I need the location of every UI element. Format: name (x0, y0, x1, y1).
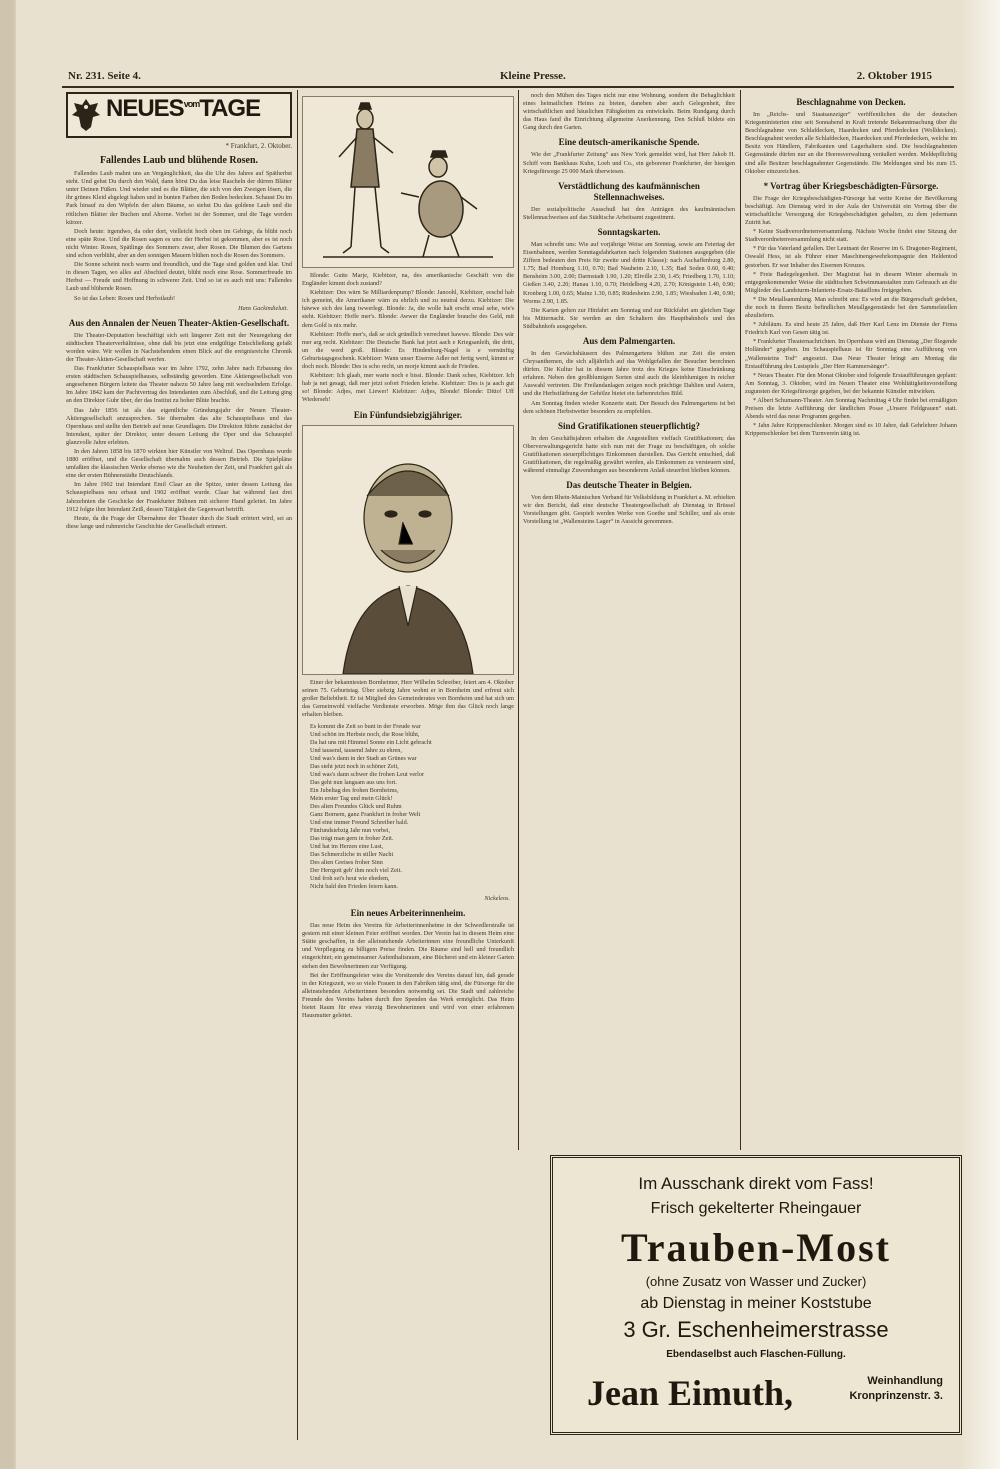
article-heading: Sind Gratifikationen steuerpflichtig? (557, 420, 700, 431)
poem-line: Des alten Freundes Glück und Ruhm (310, 802, 402, 810)
article-heading: Beschlagnahme von Decken. (796, 97, 906, 107)
poem-line: Fünfundsiebzig Jahr nun vorbei, (310, 826, 391, 834)
poem-line: Des alten Greises froher Sinn (310, 858, 383, 866)
section-banner (66, 92, 292, 138)
poem-line: Und hat im Herzen eine Lust, (310, 842, 384, 850)
article-heading: Sonntagskarten. (597, 226, 661, 237)
ad-line: Ebendaselbst auch Flaschen-Füllung. (666, 1349, 846, 1360)
portrait-illustration (302, 425, 514, 675)
poem-line: Ein Jubeltag des frohen Bornheims, (310, 786, 399, 794)
column-2 (302, 92, 514, 1442)
column-rule (518, 90, 519, 1150)
cartoon-figures-icon (303, 97, 513, 267)
issue-date: 2. Oktober 1915 (856, 70, 932, 82)
article-paragraph: * Für das Vaterland gefallen. Der Leutnant der Reserve im 6. Dragoner-Regiment, Oswald Hess, ist als Führer einer Maschinengewehrkompagnie den Heldentod gestorben. Er war Inhaber des Eisernen Kreuzes. (745, 245, 957, 269)
ad-line: ab Dienstag in meiner Koststube (640, 1295, 872, 1312)
ad-line: Im Ausschank direkt vom Fass! (638, 1174, 874, 1193)
article-paragraph: * Jahn Jahre Krippenschlenker. Morgen sind es 10 Jahre, daß Gehrlehrer Johann Krippenschlenker bei dem Turnverein tätig ist. (745, 422, 957, 438)
paper-title: Kleine Presse. (500, 70, 566, 82)
article-paragraph: Wie der „Frankfurter Zeitung“ aus New York gemeldet wird, hat Herr Jakob H. Schiff vom Bankhaus Kuhn, Loeb und Co., ein geborener Frankfurter, der hiesigen Kriegsfürsorge 25 000 Mark überwiesen. (523, 151, 735, 175)
article-paragraph: Von dem Rhein-Mainischen Verband für Volksbildung in Frankfurt a. M. erhielten wir den Bericht, daß eine deutsche Theatergesellschaft ab Dienstag in Brüssel Vorstellungen gibt. Gespielt werden Werke von Goethe und Schiller, und als erste Vorstellung ist „Wallensteins Lager“ in Aussicht genommen. (523, 494, 735, 526)
dateline: * Frankfurt, 2. Oktober. (225, 142, 292, 150)
article-paragraph: Einer der bekanntesten Bornheimer, Herr Wilhelm Schreiber, feiert am 4. Oktober seinen 75. Geburtstag. Über siebzig Jahre wohnt er in Bornheim und erfreut sich großer Beliebtheit. Er ist Mitglied des Gemeinderates von Bornheim und hat sich um das Gemeinwohl vielfache Verdienste erworben. Möge ihm das Glück noch lange erhalten bleiben. (302, 678, 514, 718)
article-paragraph: * Albert Schumann-Theater. Am Sonntag Nachmittag 4 Uhr findet bei ermäßigten Preisen die letzte Aufführung der ländlichen Posse „Unsere Feldgrauen“ statt. Abends wird das neue Programm gegeben. (745, 397, 957, 421)
poem-line: Und was's dann schwer die frohen Leut verlor (310, 770, 425, 778)
article-paragraph: noch den Mühen des Tages nicht nur eine Wohnung, sondern die Behaglichkeit eines heimatlichen Heims zu bieten, daneben aber auch Gelegenheit, ihre wirtschaftlichen und häuslichen Fähigkeiten zu entwickeln. Beim Rundgang durch das Haus fand die Einrichtung allgemeine Anerkennung. Den Schluß bildete ein Gang durch den Garten. (523, 92, 735, 132)
eagle-icon (71, 97, 101, 133)
article-paragraph: Das Jahr 1856 ist als das eigentliche Gründungsjahr der Neuen Theater-Aktiengesellschaft anzusprechen. Sie übernahm das alte Schauspielhaus und das Opernhaus und stellte den Betrieb auf neue Grundlagen. Die Direktion führte zunächst der Intendant, später der Direktor, unter dessen Leitung die Oper und das Schauspiel glanzvolle Jahre erlebten. (66, 406, 292, 446)
ad-line: (ohne Zusatz von Wasser und Zucker) (645, 1274, 867, 1289)
article-heading: * Vortrag über Kriegsbeschädigten-Fürsorge. (763, 180, 939, 191)
advertisement (550, 1155, 962, 1435)
article-paragraph: Der sozialpolitische Ausschuß hat den Anträgen des kaufmännischen Stellennachweises auf das Städtische Arbeitsamt zugestimmt. (523, 205, 735, 221)
page-edge (0, 0, 14, 1469)
article-paragraph: In den Jahren 1858 bis 1870 wirkten hier Künstler von Weltruf. Das Opernhaus wurde 1880 eröffnet, und die Gesellschaft übernahm auch dessen Betrieb. Die Spielpläne umfaßten die klassischen Werke ebenso wie die Neuheiten der Zeit, und Frankfurt galt als eine der ersten Bühnenstädte Deutschlands. (66, 448, 292, 480)
article-heading: Ein Fünfundsiebzigjähriger. (353, 409, 463, 420)
article-paragraph: Bei der Eröffnungsfeier wies die Vorsitzende des Vereins darauf hin, daß gerade in der Kriegszeit, wo so viele Frauen in den Fabriken tätig sind, die Fürsorge für die alleinstehenden Arbeiterinnen besonders notwendig sei. Die Stadt und zahlreiche Freunde des Vereins haben durch ihre Spenden das Werk ermöglicht. Das Heim bietet Raum für etwa vierzig Bewohnerinnen und wird von einer erfahrenen Hausmutter geleitet. (302, 971, 514, 1020)
poem-line: Das steht jetzt noch in schöner Zeit, (310, 762, 399, 770)
article-paragraph: Doch heute: irgendwo, da oder dort, vielleicht hoch oben im Gebirge, da blüht noch eine späte Rose. Und die Rosen sagen es uns: der Herbst ist gekommen, aber es ist noch nicht Winter. Rosen, Spätlinge des Sommers zwar, aber Rosen. Die Blumen des Gartens sind schon verblüht, aber an den sonnigen Mauern blühen noch die Rosen des Sommers. (66, 227, 292, 260)
poem-line: Und schön im Herbste noch, die Rose blüht, (310, 730, 420, 738)
article-heading: Aus dem Palmengarten. (582, 335, 676, 346)
article-paragraph: Die Sonne scheint noch warm und freundlich, und die Tage sind golden und klar. Und in diesen Tagen, wo alles auf Abschied deutet, blüht noch eine Rose. Sommerfreude im Herbst — Freude und Hoffnung in schwerer Zeit. Und so ist es auch mit uns: Fallendes Laub und blühende Rosen. (66, 261, 292, 293)
article-heading: Das deutsche Theater in Belgien. (566, 480, 692, 491)
article-paragraph: Das Frankfurter Schauspielhaus war im Jahre 1792, zehn Jahre nach Erbauung des ersten städtischen Schauspielhauses, selbständig geworden. Eine Aktiengesellschaft von angesehenen Bürgern leitete das Theater nahezu 50 Jahre lang mit wechselndem Erfolge. Im Jahre 1842 kam der Pachtvertrag des Intendanten zum Abschluß, und die Leitung ging an den Direktor Guhr über, der das Institut zu hoher Blüte brachte. (66, 365, 292, 405)
article-paragraph: Die Karten gelten zur Hinfahrt am Sonntag und zur Rückfahrt am gleichen Tage bis Mitternacht. Sie werden an den Schaltern des Hauptbahnhofs und des Südbahnhofs ausgegeben. (523, 306, 735, 330)
article-paragraph: Die Theater-Deputation beschäftigt sich seit längerer Zeit mit der Neuregelung der städtischen Theaterverhältnisse, ohne daß bis jetzt eine endgültige Entschließung gefaßt worden wäre. Wir wollen in Nachstehendem einen Blick auf die ereignisreiche Chronik der Theater-Aktien-Gesellschaft werfen. (66, 331, 292, 363)
banner-title: $NEUES^{vom}TAGE$ (106, 95, 261, 122)
article-heading: Fallendes Laub und blühende Rosen. (99, 155, 259, 167)
header-rule (62, 86, 954, 88)
article-paragraph: Man schreibt uns: Wie auf vorjährige Weise am Sonntag, sowie am Feiertag der Eisenbahnen, werden Sonntagsfahrkarten nach folgenden Stationen ausgegeben (die Ziffern bedeuten den Preis für zweite und dritte Klasse): nach Aschaffenburg 2.80, 1.75; Bad Homburg 1.10, 0.70; Bad Nauheim 2.10, 1.35; Bad Soden 0.60, 0.40; Bensheim 3.00, 2.00; Darmstadt 1.90, 1.20; Eltville 2.30, 1.45; Friedberg 1.70, 1.10; Gießen 3.40, 2.20; Hanau 1.10, 0.70; Heidelberg 4.20, 2.70; Königstein 1.40, 0.90; Kronberg 1.00, 0.65; Mainz 1.30, 0.85; Rüdesheim 2.90, 1.85; Wiesbaden 1.40, 0.90; Worms 2.90, 1.85. (523, 240, 735, 305)
dialogue-paragraph: Kiebitzer: Hoffe mer's, daß se sich gründlich verrechnet hawwe. Blonde: Des wär mer arg recht. Kiebitzer: Die Deutsche Bank hat jetzt aach e Kriegsanleih, die dritt, un die werd groß. Blonde: Es Hindenburg-Nagel is e vernünftig Geburtstagsgeschenk. Kiebitzer: Wann unser Eiserne Adler net fertig werd, kimmt er doch noch. Blonde: Des is scho recht, un morje kimmt aach de Frieden. (302, 330, 514, 371)
poem-line: Da hat uns mit Himmel Sonne ein Licht gebracht (310, 738, 432, 746)
poem-line: Es kommt die Zeit so bunt in der Freude war (310, 722, 421, 730)
article-paragraph: In den Geschäftsjahren erhalten die Angestellten vielfach Gratifikationen; das Oberverwaltungsgericht hatte sich nun mit der Frage zu beschäftigen, ob solche Gratifikationen steuerpflichtiges Einkommen darstellen. Das Gericht entschied, daß Gratifikationen, die regelmäßig gewährt werden, als Einkommen zu versteuern sind, während einmalige Zuwendungen aus besonderem Anlaß steuerfrei bleiben können. (523, 434, 735, 475)
page-header (50, 70, 962, 84)
ad-address: 3 Gr. Eschenheimerstrasse (623, 1317, 889, 1342)
ad-merchant-address: Weinhandlung Kronprinzenstr. 3. (849, 1375, 943, 1402)
ad-line: Frisch gekelterter Rheingauer (650, 1200, 862, 1217)
article-paragraph: * Keine Stadtverordnetenversammlung. Nächste Woche findet eine Sitzung der Stadtverordnetenversammlung nicht statt. (745, 228, 957, 244)
ad-product-name: Trauben-Most (621, 1225, 891, 1270)
article-paragraph: * Jubiläum. Es sind heute 25 Jahre, daß Herr Karl Lenz im Dienste der Firma Friedrich Karl von Gesen tätig ist. (745, 321, 957, 337)
article-paragraph: Fallendes Laub mahnt uns an Vergänglichkeit, das die Uhr des Jahres auf Spätherbst steht. Und gehst Du durch den Wald, dann hörst Du das leise Rascheln der dürren Blätter unter Deinen Füßen. Und wieder sind es die Blätter, die sich von den Zweigen lösen, die ihr grünes Kleid abgelegt haben und in bunten Farben den Boden bedecken. Schaust Du im Park hinauf zu den Wipfeln der alten Bäume, so siehst Du das goldene Laub und die rötlichen Blätter der Buchen und Ahorne. Vorbei ist der Sommer, und die Tage werden kürzer. (66, 170, 292, 226)
article-paragraph: * Die Metallsammlung. Man schreibt uns: Es wird an die Bürgerschaft gedeben, die noch in ihrem Besitz befindlichen Metallgegenstände bei den Sammelstellen abzuliefern. (745, 295, 957, 320)
column-rule (297, 90, 298, 1440)
article-paragraph: Das neue Heim des Vereins für Arbeiterinnenheime in der Schwedlerstraße ist gestern mit einer kleinen Feier eröffnet worden. Der Verein hat in diesem Heim eine Stätte geschaffen, in der alleinstehende Arbeiterinnen eine freundliche Unterkunft und Verpflegung zu billigem Preise finden. Die Räume sind hell und freundlich eingerichtet; ein gemeinsamer Aufenthaltsraum, eine Bücherei und ein kleiner Garten stehen den Bewohnerinnen zur Verfügung. (302, 922, 514, 970)
poem-line: Und tausend, tausend Jahre zu ehren, (310, 746, 402, 754)
article-paragraph: So ist das Leben: Rosen und Herbstlaub! (74, 294, 176, 302)
article-heading: Eine deutsch-amerikanische Spende. (558, 137, 700, 148)
column-rule (740, 90, 741, 1150)
poem-line: Ganz Bornem, ganz Frankfurt in froher Welt (310, 810, 421, 818)
column-4 (745, 92, 957, 1148)
poem-line: Der Herrgott geb' ihm noch viel Zeit. (310, 866, 402, 874)
dialogue-paragraph: Kiebitzer: Ich glaab, mer warte noch e bissi. Blonde: Dank schee, Kiebitzer. Ich hab ja net gesagt, daß mer jetzt sofort Frieden kriehe. Kiebitzer: Des is ja aach gut so! Blonde: Adjes, mei Liewer! Kiebitzer: Adjes, Blonde! Blonde: Ditto! Uff Wiederseh! (302, 372, 514, 404)
page-margin (960, 0, 1000, 1469)
poem (302, 723, 514, 891)
article-heading: Verstädtlichung des kaufmännischen Stellennachweises. (558, 180, 700, 202)
article-signature: Hans Gackindielutt. (238, 304, 288, 312)
poem-line: Das Schmerzliche in stiller Nacht (310, 850, 394, 858)
article-heading: Ein neues Arbeiterinnenheim. (350, 908, 466, 919)
article-paragraph: Die Frage der Kriegsbeschädigten-Fürsorge hat weite Kreise der Bevölkerung beschäftigt. Am Dienstag wird in der Aula der Universität ein Vortrag über die wirtschaftliche Versorgung der Kriegsbeschädigten gehalten, zu dem jedermann Zutritt hat. (745, 194, 957, 227)
article-paragraph: Am Sonntag finden wieder Konzerte statt. Der Besuch des Palmengartens ist bei dem schönen Herbstwetter besonders zu empfehlen. (523, 399, 735, 415)
poem-line: Nicht bald den Frieden feiern kann. (310, 882, 398, 890)
poem-line: Mein erster Tag und mein Glück! (310, 794, 393, 802)
column-3 (523, 92, 735, 1148)
ad-merchant (553, 1372, 959, 1414)
ad-merchant-name: Jean Eimuth, (587, 1373, 794, 1413)
article-paragraph: Im Jahre 1902 trat Intendant Emil Claar an die Spitze, unter dessen Leitung das Schauspielhaus neu erbaut und 1902 eröffnet wurde. Claar hat während fast drei Jahrzehnten die Geschicke der Frankfurter Bühnen mit sicherer Hand geleitet. Im Jahre 1912 folgte ihm Intendant Zeiß, dessen Tätigkeit die Gegenwart betrifft. (66, 481, 292, 513)
article-paragraph: Im „Reichs- und Staatsanzeiger“ veröffentlichen die der deutschen Kriegsministerien eine seit Sonnabend in Kraft tretende Bekanntmachung über die Beschlagnahme von Schlafdecken, Haardecken und Pferdedecken (Wolldecken). Beschlagnahmt werden alle Schlafdecken, Haardecken und Pferdedecken, welche im Besitz von Händlern, Fabrikanten und Lagerhaltern sind. Die beschlagnahmten Gegenstände dürfen nur an die Heeresverwaltung veräußert werden. Meldepflichtig sind alle Besitzer beschlagnahmter Gegenstände. Die Meldungen sind bis zum 15. Oktober einzureichen. (745, 111, 957, 175)
dialogue-paragraph: Blonde: Gutte Marje, Kiebitzer, na, des amerikanische Geschäft von die Engländer kimmt doch zustand? (302, 272, 514, 288)
poem-line: Und was's dann in der Stadt an Grünes war (310, 754, 417, 762)
cartoon-illustration (302, 96, 514, 268)
dialogue-paragraph: Kiebitzer: Des wärn Se Milliardenpump? Blonde: Janoohl, Kiebitzer, eeschd hab ich gemeint, die Amerikaner wärn zu ehrlich und zu neutral derzu. Kiebitzer: Die häwwe sich des lang iwwerlegt. Blonde: Ja, die wolle halt erscht emal sehe, wie's steht. Kiebitzer: Hoffe mer's. Blonde: Awwer die Engländer brauche des Geld, mit dem Gold is nix mehr. (302, 289, 514, 329)
article-paragraph: In den Gewächshäusern des Palmengartens blühen zur Zeit die ersten Chrysanthemen, die sich alljährlich auf das Wohlgefallen der Besucher berechnen dürfen. Die Kultur hat in diesem Jahre trotz des Krieges keine Einschränkung erfahren. Neben den großblumigen Sorten sind auch die kleinblumigen in reicher Auswahl vertreten. Die Freilandanlagen zeigen noch prächtige Dahlien und Astern, und die Herbstfärbung der Gehölze bietet ein farbenreiches Bild. (523, 349, 735, 398)
article-paragraph: Heute, da die Frage der Übernahme der Theater durch die Stadt erörtert wird, sei an diese lange und ruhmreiche Geschichte der Gesellschaft erinnert. (66, 514, 292, 530)
article-paragraph: * Neues Theater. Für den Monat Oktober sind folgende Erstaufführungen geplant: Am Sonntag, 3. Oktober, wird im Neuen Theater eine Wohltätigkeitsvorstellung zugunsten der Kriegsfürsorge gegeben, bei der bekannte Künstler mitwirken. (745, 371, 957, 395)
article-paragraph: * Frankfurter Theaternachrichten. Im Opernhaus wird am Dienstag „Der fliegende Holländer“ gegeben. Im Schauspielhaus ist für Sonntag eine Aufführung von „Wallensteins Tod“ angesetzt. Das Neue Theater bringt am Montag die Erstaufführung des Lustspiels „Der Herr Kammersänger“. (745, 338, 957, 370)
poem-line: Und eine immer Freund Schreiber bald. (310, 818, 409, 826)
poem-line: Und froh sei's heut wie ehedem, (310, 874, 390, 882)
issue-number: Nr. 231. Seite 4. (68, 70, 141, 82)
poem-line: Das geht nun langsam aus uns fort. (310, 778, 397, 786)
portrait-icon (303, 426, 513, 674)
column-1 (66, 92, 292, 1442)
poem-line: Das trägt man gern in froher Zeit. (310, 834, 394, 842)
article-paragraph: * Freie Badegelegenheit. Der Magistrat hat in diesem Winter abermals in entgegenkommender Weise die städtischen Schwimmanstalten zum Gebrauch an die Mitglieder des Landsturm-Infanterie-Ersatz-Bataillons freigegeben. (745, 270, 957, 294)
article-heading: Aus den Annalen der Neuen Theater-Aktien-Gesellschaft. (68, 317, 290, 328)
poem-signature: Nickeleos. (484, 894, 510, 902)
